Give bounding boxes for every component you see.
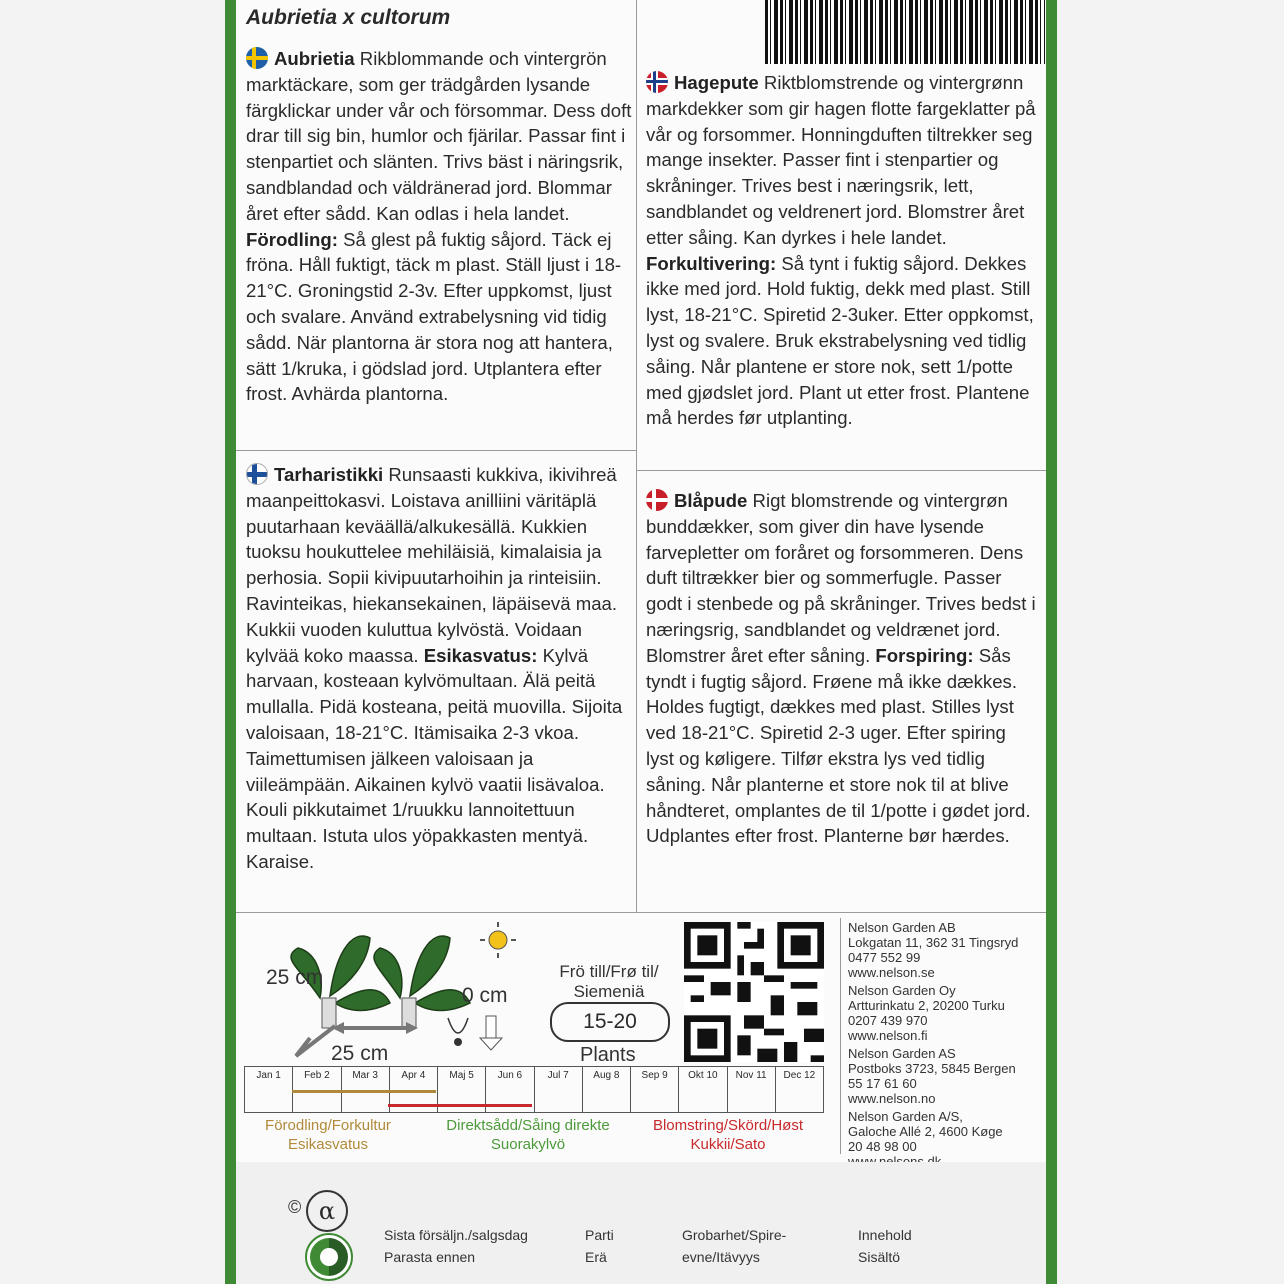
section-finnish (246, 462, 634, 875)
legend-label: Suorakylvö (490, 1136, 566, 1153)
company-name: Nelson Garden AB (848, 920, 956, 935)
section-norwegian (646, 70, 1038, 431)
company-phone: 0207 439 970 (848, 1013, 928, 1028)
company-divider (840, 918, 841, 1154)
company-name: Nelson Garden A/S, (848, 1109, 963, 1124)
preculture-period-bar (292, 1090, 436, 1093)
section-divider-right (637, 470, 1046, 471)
best-before-label (384, 1224, 528, 1268)
company-se (848, 920, 1044, 980)
month-cell: Nov 11 (728, 1067, 776, 1112)
species-name: Aubrietia x cultorum (246, 6, 451, 29)
section-subtitle: Förodling: (246, 228, 338, 250)
section-subtitle: Esikasvatus: (423, 644, 538, 666)
legend-label: Blomstring/Skörd/Høst (652, 1117, 804, 1134)
month-cell: Maj 5 (438, 1067, 486, 1112)
section-danish (646, 488, 1038, 849)
footer-label-line: Erä (585, 1249, 607, 1265)
swedish-flag-icon (246, 47, 268, 69)
section-text: Rigt blomstrende og vintergrøn bunddækker, som giver din have lysende farvepletter om foråret og forsommeren. Dens duft tiltrækker bier og sommerfugle. Passer godt i stenbede og på skråninger. Trives bedst i næringsrig, sandblandet og veldrænet jord. Blomstrer året efter såning. (646, 490, 1036, 666)
qr-code (684, 922, 824, 1062)
legend-label: Förodling/Forkultur (265, 1117, 391, 1134)
company-website: www.nelson.se (848, 965, 935, 980)
green-dot-recycle-icon (304, 1232, 354, 1282)
company-name: Nelson Garden Oy (848, 983, 956, 998)
section-title: Hagepute (674, 72, 759, 93)
bottom-divider (236, 912, 1046, 913)
section-text: Riktblomstrende og vintergrønn markdekker som gir hagen flotte fargeklatter på vår og forsommer. Honningduften tiltrekker seg mange insekter. Passer fint i stenpartier og skråninger. Trives best i næringsrik, lett, sandblandet og veldrenert jord. Blomstrer året etter såing. Kan dyrkes i hele landet. (646, 72, 1036, 248)
company-name: Nelson Garden AS (848, 1046, 956, 1061)
footer-label-line: Parasta ennen (384, 1249, 476, 1265)
footer (236, 1162, 1046, 1284)
section-divider-left (236, 450, 636, 451)
company-dk (848, 1109, 1044, 1169)
seed-count-badge (550, 1002, 670, 1042)
company-address: Lokgatan 11, 362 31 Tingsryd (848, 935, 1019, 950)
legend-label: Esikasvatus (287, 1136, 369, 1153)
company-phone: 55 17 61 60 (848, 1076, 917, 1091)
norwegian-flag-icon (646, 71, 668, 93)
footer-label-line: Parti (585, 1227, 614, 1243)
barcode (765, 0, 1045, 64)
company-address: Artturinkatu 2, 20200 Turku (848, 998, 1005, 1013)
legend-preculture (248, 1116, 408, 1154)
legend-label: Kukkii/Sato (690, 1136, 766, 1153)
month-cell: Apr 4 (390, 1067, 438, 1112)
sowing-depth: 0 cm (462, 984, 508, 1007)
company-no (848, 1046, 1044, 1106)
alpha-logo-icon: α (306, 1190, 348, 1232)
seed-unit: Plants (580, 1044, 636, 1066)
germination-label (682, 1224, 786, 1268)
section-title: Blåpude (674, 490, 748, 511)
section-text: Kylvä harvaan, kosteaan kylvömultaan. Älä peitä mullalla. Pidä kosteana, peitä muovilla. Sijoita valoisaan, 18-21°C. Itämisaika 2-3 vkoa. Taimettumisen jälkeen valoisaan ja viileämpään. Aikainen kylvö vaatii lisävaloa. Kouli pikkutaimet 1/ruukku lannoitettuun multaan. Istuta ulos yöpakkasten mentyä. Karaise. (246, 644, 623, 872)
seed-count-label-line: Frö till/Frø til/ (559, 962, 659, 981)
bloom-period-bar (388, 1104, 532, 1107)
company-phone: 0477 552 99 (848, 950, 921, 965)
finnish-flag-icon (246, 463, 268, 485)
section-subtitle: Forspiring: (875, 644, 974, 666)
month-cell: Mar 3 (342, 1067, 390, 1112)
footer-label-line: evne/Itävyys (682, 1249, 760, 1265)
content-label (858, 1224, 912, 1268)
green-edge-right (1046, 0, 1057, 1284)
footer-label-line: Innehold (858, 1227, 912, 1243)
section-text: Sås tyndt i fugtig såjord. Frøene må ikke dækkes. Holdes fugtigt, dækkes med plast. Stilles lyst ved 18-21°C. Spiretid 2-3 uger. Efter spiring lyst og køligere. Tilfør ekstra lys ved tidlig såning. Når planterne et store nok til at blive håndteret, omplantes de til 1/potte i gødet jord. Udplantes efter frost. Planterne bør hærdes. (646, 644, 1031, 847)
month-cell: Sep 9 (631, 1067, 679, 1112)
plant-spacing: 25 cm (331, 1042, 389, 1065)
footer-label-line: Sista försäljn./salgsdag (384, 1227, 528, 1243)
section-text: Rikblommande och vintergrön marktäckare, som ger trädgården lysande färgklickar under vår och försommar. Dess doft drar till sig bin, humlor och fjärilar. Passar fint i stenpartiet och slänten. Trivs bäst i näringsrik, sandblandad och väldränerad jord. Blommar året efter sådd. Kan odlas i hela landet. (246, 48, 632, 224)
section-swedish (246, 46, 634, 407)
legend-bloom (638, 1116, 818, 1154)
company-website: www.nelson.no (848, 1091, 936, 1106)
month-cell: Jul 7 (535, 1067, 583, 1112)
month-cell: Jan 1 (245, 1067, 293, 1112)
footer-label-line: Sisältö (858, 1249, 901, 1265)
green-edge-left (225, 0, 236, 1284)
danish-flag-icon (646, 489, 668, 511)
company-address: Galoche Allé 2, 4600 Køge (848, 1124, 1003, 1139)
copyright-icon: © (288, 1197, 302, 1217)
company-address: Postboks 3723, 5845 Bergen (848, 1061, 1016, 1076)
lot-label (585, 1224, 614, 1268)
month-cell: Okt 10 (679, 1067, 727, 1112)
section-text: Runsaasti kukkiva, ikivihreä maanpeittokasvi. Loistava anilliini väritäplä puutarhaan keväällä/alkukesällä. Kukkien tuoksu houkuttelee mehiläisiä, kimalaisia ja perhosia. Sopii kivipuutarhoihin ja rinteisiin. Ravinteikas, hiekansekainen, läpäisevä maa. Kukkii vuoden kuluttua kylvöstä. Voidaan kylvää koko maassa. (246, 464, 618, 666)
section-subtitle: Forkultivering: (646, 252, 777, 274)
section-title: Aubrietia (274, 48, 355, 69)
company-phone: 20 48 98 00 (848, 1139, 917, 1154)
legend-direct-sowing (428, 1116, 628, 1154)
legend-label: Direktsådd/Såing direkte (446, 1117, 610, 1134)
seed-count-label (548, 962, 670, 1002)
company-list (848, 920, 1044, 1169)
section-text: Så glest på fuktig såjord. Täck ej fröna. Håll fuktigt, täck m plast. Ställ ljust i 18-21°C. Groningstid 2-3v. Efter uppkomst, ljust och svalare. Använd extrabelysning vid tidig sådd. När plantorna är stora nog att hantera, sätt 1/kruka, i gödslad jord. Utplantera efter frost. Avhärda plantorna. (246, 228, 622, 405)
plant-height: 25 cm (266, 966, 324, 989)
footer-label-line: Grobarhet/Spire- (682, 1227, 787, 1243)
month-cell: Jun 6 (486, 1067, 534, 1112)
section-title: Tarharistikki (274, 464, 384, 485)
column-divider (636, 0, 637, 912)
company-fi (848, 983, 1044, 1043)
month-cell: Aug 8 (583, 1067, 631, 1112)
section-text: Så tynt i fuktig såjord. Dekkes ikke med jord. Hold fuktig, dekk med plast. Still lyst, 18-21°C. Spiretid 2-3uker. Etter oppkomst, lyst og svalere. Bruk ekstrabelysning ved tidlig såing. Når plantene er store nok, sett 1/potte med gjødslet jord. Plant ut etter frost. Plantene må herdes før utplanting. (646, 252, 1034, 429)
seed-count: 15-20 (583, 1010, 637, 1033)
seed-count-label-line: Siemeniä (573, 982, 645, 1001)
company-website: www.nelson.fi (848, 1028, 928, 1043)
month-cell: Feb 2 (293, 1067, 341, 1112)
month-cell: Dec 12 (783, 1070, 816, 1081)
